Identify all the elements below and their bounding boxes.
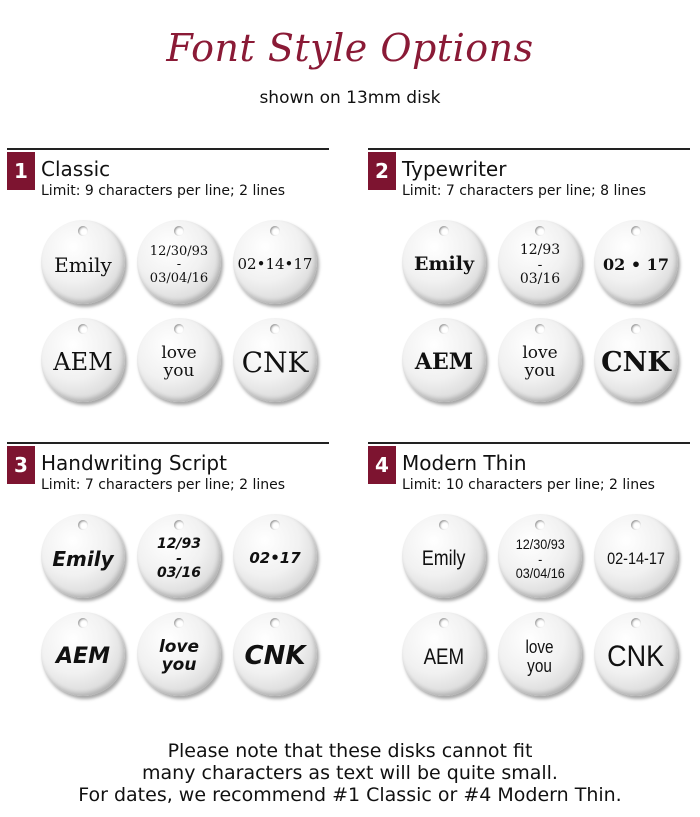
disk-hole	[535, 324, 545, 334]
section-title: Handwriting Script	[41, 451, 227, 475]
disk-sample	[41, 612, 125, 696]
note-line: many characters as text will be quite small.	[142, 762, 558, 784]
disk-sample	[402, 514, 486, 598]
disk-grid	[402, 216, 694, 416]
section-limit: Limit: 9 characters per line; 2 lines	[41, 183, 286, 199]
section-divider	[7, 148, 329, 150]
disk-hole	[78, 324, 88, 334]
disk-hole	[174, 520, 184, 530]
disk-hole	[439, 618, 449, 628]
disk-text: Emily	[422, 546, 466, 570]
disk-text: 12/93 - 03/16	[519, 241, 561, 288]
disk-hole	[631, 520, 641, 530]
disk-sample	[137, 220, 221, 304]
disk-text: 12/30/93 - 03/04/16	[149, 243, 209, 286]
section-number-badge: 4	[368, 446, 396, 484]
section-divider	[368, 148, 690, 150]
disk-sample	[594, 514, 678, 598]
disk-sample	[402, 612, 486, 696]
section-title: Typewriter	[402, 157, 507, 181]
disk-hole	[270, 226, 280, 236]
section-limit: Limit: 7 characters per line; 8 lines	[402, 183, 647, 199]
disk-sample	[498, 318, 582, 402]
section-title: Modern Thin	[402, 451, 527, 475]
disk-hole	[78, 226, 88, 236]
disk-text: Emily	[54, 252, 112, 277]
disk-sample	[233, 612, 317, 696]
disk-sample	[233, 514, 317, 598]
section-number-badge: 2	[368, 152, 396, 190]
disk-text: 12/93 - 03/16	[156, 535, 202, 582]
disk-grid	[41, 216, 333, 416]
section-modern-thin	[368, 442, 698, 722]
disk-grid	[41, 510, 333, 710]
disk-hole	[535, 618, 545, 628]
section-title: Classic	[41, 157, 111, 181]
disk-sample	[402, 318, 486, 402]
disk-sample	[594, 220, 678, 304]
disk-hole	[631, 226, 641, 236]
disk-hole	[78, 520, 88, 530]
disk-hole	[270, 520, 280, 530]
disk-hole	[535, 520, 545, 530]
disk-text: 02•17	[249, 549, 301, 568]
section-divider	[368, 442, 690, 444]
page-subtitle: shown on 13mm disk	[259, 88, 441, 108]
disk-text: love you	[158, 637, 200, 675]
disk-grid	[402, 510, 694, 710]
section-typewriter	[368, 148, 698, 428]
section-divider	[7, 442, 329, 444]
disk-hole	[631, 618, 641, 628]
disk-hole	[78, 618, 88, 628]
disk-hole	[270, 324, 280, 334]
disk-sample	[498, 220, 582, 304]
disk-text: CNK	[241, 346, 309, 380]
disk-sample	[498, 612, 582, 696]
section-number-badge: 1	[7, 152, 35, 190]
section-classic	[7, 148, 337, 428]
disk-text: love you	[525, 637, 555, 676]
disk-sample	[41, 318, 125, 402]
disk-text: AEM	[423, 644, 465, 670]
disk-sample	[137, 612, 221, 696]
disk-sample	[402, 220, 486, 304]
disk-text: Emily	[413, 253, 475, 276]
disk-text: 02 • 17	[603, 254, 669, 274]
disk-hole	[174, 618, 184, 628]
disk-text: 02-14-17	[607, 549, 665, 569]
section-number-badge: 3	[7, 446, 35, 484]
disk-sample	[594, 318, 678, 402]
disk-text: love you	[161, 343, 197, 381]
disk-sample	[137, 514, 221, 598]
disk-text: CNK	[601, 346, 671, 378]
disk-text: AEM	[53, 348, 113, 377]
footer-note	[0, 740, 700, 806]
disk-hole	[270, 618, 280, 628]
disk-text: CNK	[244, 641, 306, 672]
section-limit: Limit: 7 characters per line; 2 lines	[41, 477, 286, 493]
disk-text: 02•14•17	[237, 255, 313, 274]
disk-hole	[174, 324, 184, 334]
section-limit: Limit: 10 characters per line; 2 lines	[402, 477, 655, 493]
disk-text: CNK	[607, 640, 665, 674]
disk-text: AEM	[56, 644, 110, 670]
page-title: Font Style Options	[166, 26, 534, 70]
disk-sample	[594, 612, 678, 696]
disk-sample	[137, 318, 221, 402]
disk-hole	[439, 520, 449, 530]
disk-hole	[631, 324, 641, 334]
disk-sample	[498, 514, 582, 598]
disk-hole	[439, 324, 449, 334]
disk-sample	[41, 220, 125, 304]
disk-text: love you	[522, 343, 558, 381]
disk-hole	[439, 226, 449, 236]
disk-sample	[41, 514, 125, 598]
disk-text: Emily	[52, 546, 114, 571]
disk-sample	[233, 220, 317, 304]
section-handwriting-script	[7, 442, 337, 722]
disk-hole	[535, 226, 545, 236]
note-line: For dates, we recommend #1 Classic or #4 Modern Thin.	[78, 784, 622, 806]
disk-sample	[233, 318, 317, 402]
disk-text: AEM	[414, 349, 474, 376]
disk-hole	[174, 226, 184, 236]
disk-text: 12/30/93 - 03/04/16	[515, 535, 565, 582]
note-line: Please note that these disks cannot fit	[167, 740, 533, 762]
